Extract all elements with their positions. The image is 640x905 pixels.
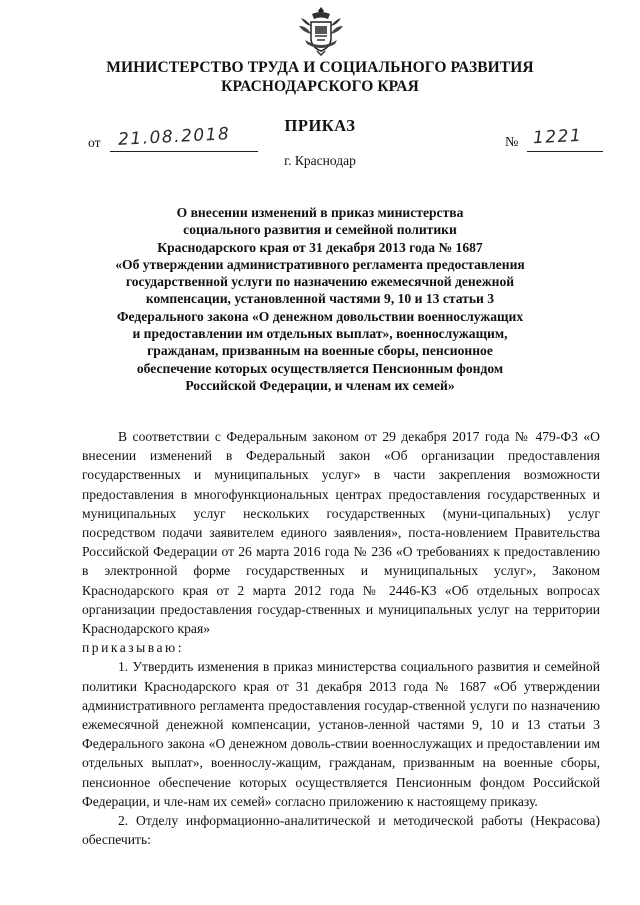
subject-line: Российской Федерации, и членам их семей» (185, 377, 455, 393)
city: г. Краснодар (284, 153, 356, 168)
order-body (82, 427, 600, 849)
subject-line: социального развития и семейной политики (183, 222, 457, 238)
order-word: приказываю: (82, 640, 184, 656)
date-field (88, 124, 268, 153)
subject-line: компенсации, установленной частями 9, 10 и 13 статьи 3 (145, 291, 495, 307)
handwritten-number: 1221 (532, 125, 583, 149)
subject-line: государственной услуги по назначению ежемесячной денежной (125, 274, 515, 290)
subject-line: Краснодарского края от 31 декабря 2013 года № 1687 (157, 239, 483, 255)
subject-line: обеспечение которых осуществляется Пенсионным фондом (136, 360, 504, 376)
subject-line: гражданам, призванным на военные сборы, пенсионное (147, 343, 493, 359)
coat-of-arms-icon (297, 4, 345, 56)
item-2-paragraph: 2. Отделу информационно-аналитической и методической работы (Некрасова) обеспечить: (82, 813, 600, 848)
date-underline (110, 151, 258, 152)
subject-line: Федерального закона «О денежном довольствии военнослужащих (116, 308, 524, 324)
order-subject (100, 204, 540, 394)
ministry-line-1: МИНИСТЕРСТВО ТРУДА И СОЦИАЛЬНОГО РАЗВИТИЯ (106, 59, 534, 76)
subject-line: О внесении изменений в приказ министерства (176, 205, 464, 220)
number-underline (527, 151, 603, 152)
ministry-line-2: КРАСНОДАРСКОГО КРАЯ (221, 78, 419, 95)
ministry-name (0, 58, 640, 96)
preamble-paragraph: В соответствии с Федеральным законом от 29 декабря 2017 года № 479-ФЗ «О внесении изменений в Федеральный закон «Об организации предоставления государственных и муниципальных услуг» в части закрепления возможности предоставления в многофункциональных центрах предоставления государственных и муниципальных услуг нескольких государственных (муни-ципальных) услуг посредством подачи заявителем единого заявления», поста-новлением Правительства Российской Федерации от 26 марта 2016 года № 236 «О требованиях к предоставлению в электронной форме государственных и муниципальных услуг», Законом Краснодарского края от 2 марта 2012 года № 2446-КЗ «Об отдельных вопросах организации предоставления государ-ственных и муниципальных услуг на территории Краснодарского края» (82, 429, 600, 637)
number-field (505, 127, 605, 153)
number-label: № (505, 135, 519, 150)
subject-line: «Об утверждении административного регламента предоставления (115, 256, 525, 272)
subject-line: и предоставлении им отдельных выплат», военнослужащим, (132, 326, 508, 342)
item-1-paragraph: 1. Утвердить изменения в приказ министерства социального развития и семейной политики Краснодарского края от 31 декабря 2013 года № 1687 «Об утверждении административного регламента предоставления государ-ственной услуги по назначению ежемесячной денежной компенсации, установ-ленной частями 9, 10 и 13 статьи 3 Федерального закона «О денежном доволь-ствии военнослужащих и предоставлении им отдельных выплат», военнослу-жащим, гражданам, призванным на военные сборы, пенсионное обеспечение которых осуществляется Пенсионным фондом Российской Федерации, и чле-нам их семей» согласно приложению к настоящему приказу. (82, 659, 600, 809)
from-label: от (88, 135, 101, 150)
document-type: ПРИКАЗ (284, 116, 356, 135)
handwritten-date: 21.08.2018 (117, 124, 231, 150)
